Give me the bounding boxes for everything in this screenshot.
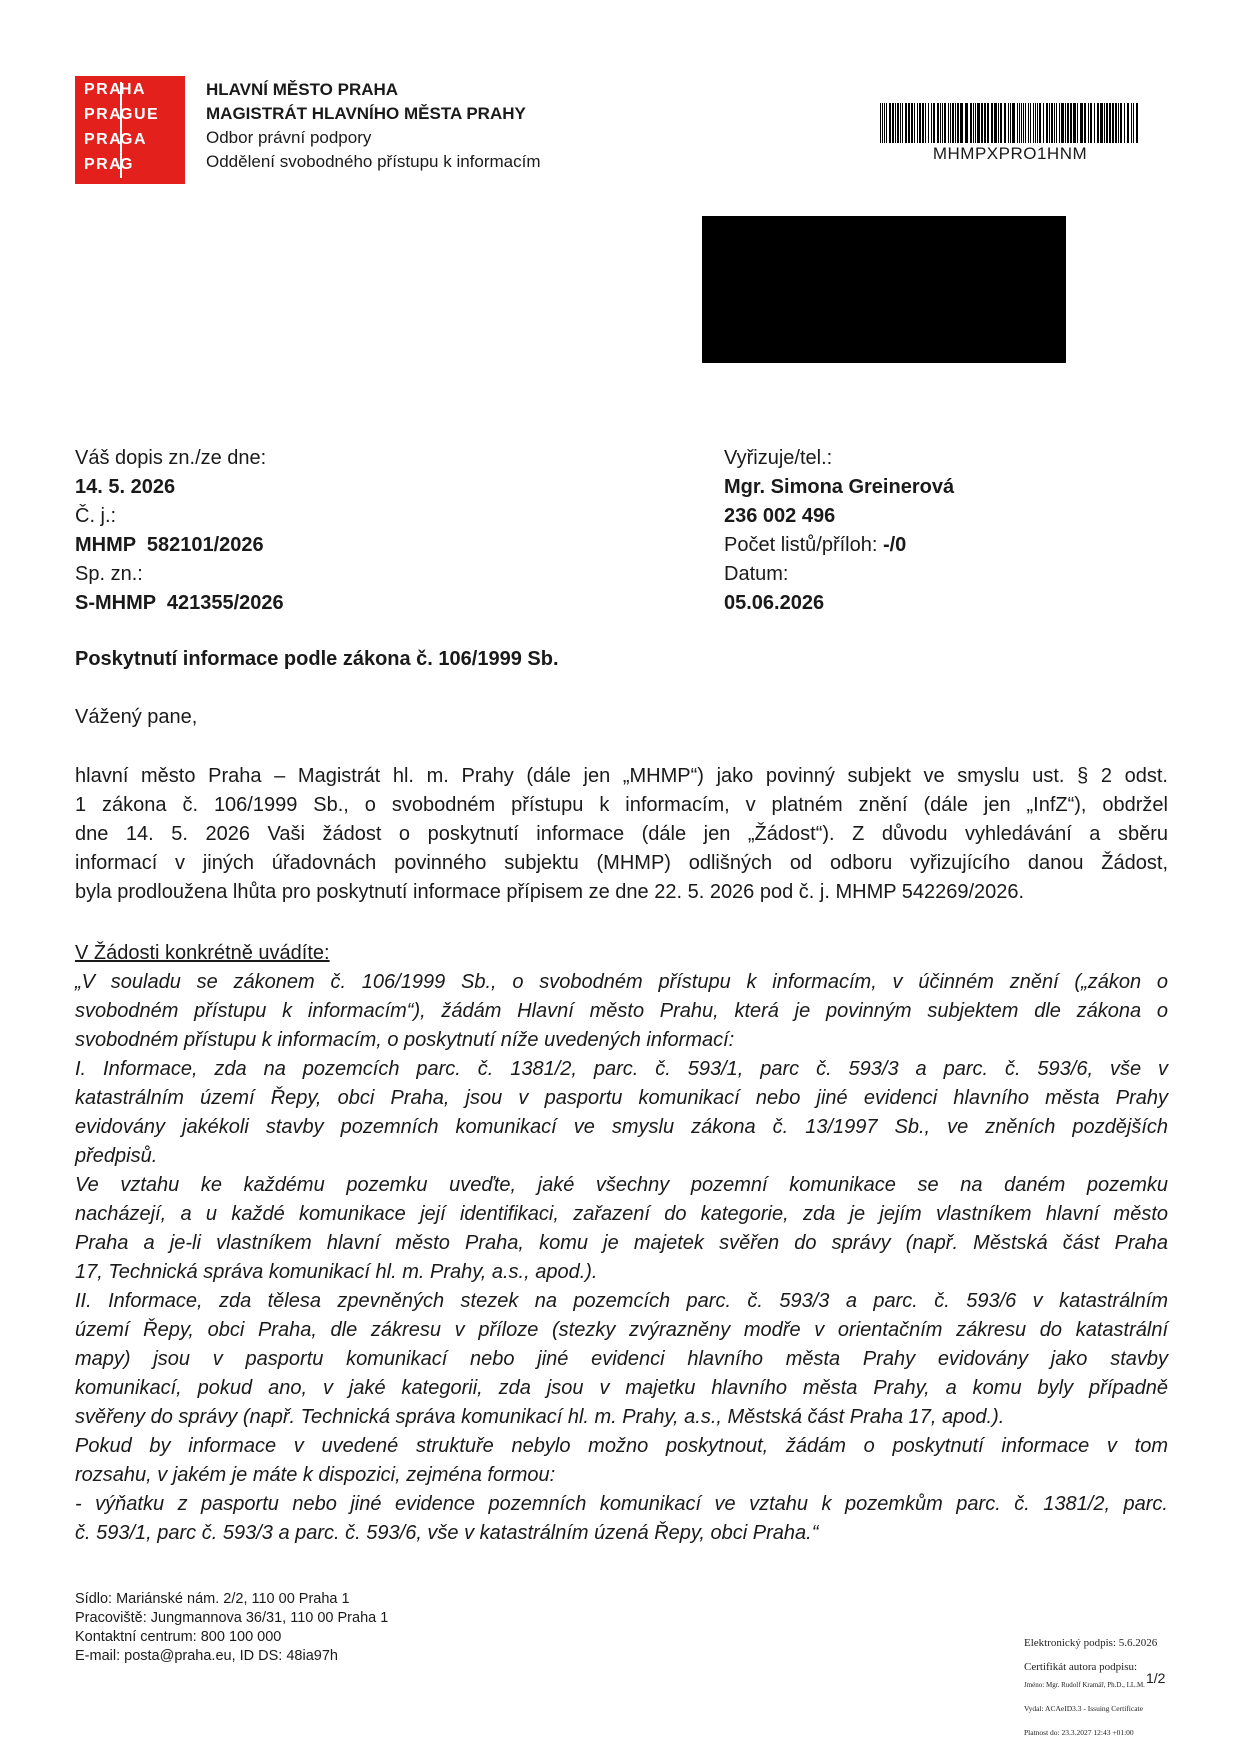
header-magistrate: MAGISTRÁT HLAVNÍHO MĚSTA PRAHY: [206, 104, 526, 123]
footer-workplace: Pracoviště: Jungmannova 36/31, 110 00 Praha 1: [75, 1610, 389, 1626]
header-city: HLAVNÍ MĚSTO PRAHA: [206, 80, 399, 99]
letter-subject: Poskytnutí informace podle zákona č. 106/1999 Sb.: [75, 648, 559, 670]
quote-line: svobodném přístupu k informacím, o poskytnutí níže uvedených informací:: [75, 1029, 735, 1051]
reference-right: [724, 444, 954, 618]
electronic-signature: [1024, 1636, 1170, 1738]
quote-line: Ve vztahu ke každému pozemku uveďte, jaké všechny pozemní komunikace se na daném pozemku: [75, 1174, 1168, 1196]
esig-cert-label: Certifikát autora podpisu:: [1024, 1661, 1138, 1673]
logo-text: HA: [120, 81, 147, 98]
quote-line: rozsahu, v jakém je máte k dispozici, zejména formou:: [75, 1464, 556, 1486]
handled-by-label: Vyřizuje/tel.:: [724, 447, 833, 469]
esig-validity: Platnost do: 23.3.2027 12:43 +01:00: [1024, 1728, 1134, 1737]
footer-contacts: [75, 1590, 388, 1666]
handler-name: Mgr. Simona Greinerová: [724, 476, 955, 498]
paragraph-line: hlavní město Praha – Magistrát hl. m. Prahy (dále jen „MHMP“) jako povinný subjekt ve smyslu ust. § 2 odst.: [75, 765, 1168, 787]
quote-line: komunikací, pokud ano, v jaké kategorii, zda jsou v majetku hlavního města Prahy, a komu byly případně: [75, 1377, 1168, 1399]
logo-row: [84, 155, 184, 175]
quote-line: - výňatku z pasportu nebo jiné evidence pozemních komunikací ve vztahu k pozemkům parc. č. 1381/2, parc.: [75, 1493, 1168, 1515]
quote-line: katastrálním území Řepy, obci Praha, jsou v pasportu komunikací nebo jiné evidenci hlavního města Prahy: [75, 1087, 1168, 1109]
esig-issuer: Vydal: ACAeID3.3 - Issuing Certificate: [1024, 1704, 1143, 1713]
date-value: 05.06.2026: [724, 592, 825, 614]
quote-line: „V souladu se zákonem č. 106/1999 Sb., o svobodném přístupu k informacím, v účinném znění („zákon o: [75, 971, 1168, 993]
header-block: [206, 78, 541, 174]
esig-name: Jméno: Mgr. Rudolf Kramář, Ph.D., LL.M.: [1024, 1681, 1145, 1689]
footer-seat: Sídlo: Mariánské nám. 2/2, 110 00 Praha 1: [75, 1591, 350, 1607]
quote-line: evidovány jakékoli stavby pozemních komunikací ve smyslu zákona č. 13/1997 Sb., ve zněních pozdějších: [75, 1116, 1168, 1138]
ref-number-label: Č. j.:: [75, 505, 117, 527]
esig-date: Elektronický podpis: 5.6.2026: [1024, 1637, 1158, 1649]
paragraph-line: 1 zákona č. 106/1999 Sb., o svobodném přístupu k informacím, v platném znění (dále jen „InfZ“), obdržel: [75, 794, 1168, 816]
footer-contact-center: Kontaktní centrum: 800 100 000: [75, 1629, 282, 1645]
logo-text: PRA: [84, 156, 123, 173]
quote-line: II. Informace, zda tělesa zpevněných stezek na pozemcích parc. č. 593/3 a parc. č. 593/6 v katastrálním: [75, 1290, 1168, 1312]
logo-row: [84, 80, 184, 100]
paragraph-line: byla prodloužena lhůta pro poskytnutí informace přípisem ze dne 22. 5. 2026 pod č. j. MHMP 542269/2026.: [75, 881, 1025, 903]
header-department: Odbor právní podpory: [206, 128, 372, 147]
quote-line: mapy) jsou v pasportu komunikací nebo jiné evidenci hlavního města Prahy evidovány jako stavby: [75, 1348, 1168, 1370]
logo-text: GA: [120, 131, 147, 148]
barcode-text: MHMPXPRO1HNM: [932, 144, 1088, 163]
quote-line: svobodném přístupu k informacím“), žádám Hlavní město Prahu, která je povinným subjektem dle zákona o: [75, 1000, 1168, 1022]
logo-text: PRA: [84, 131, 123, 148]
quote-line: Praha a je-li vlastníkem hlavní město Praha, komu je majetek svěřen do správy (např. Městská část Praha: [75, 1232, 1168, 1254]
handler-phone: 236 002 496: [724, 505, 836, 527]
file-number-label: Sp. zn.:: [75, 563, 143, 585]
praha-logo: [75, 76, 185, 184]
greeting: Vážený pane,: [75, 706, 198, 728]
intro-paragraph: [75, 762, 1168, 907]
footer-email: E-mail: posta@praha.eu, ID DS: 48ia97h: [75, 1648, 338, 1664]
pages-row: [724, 531, 954, 560]
quote-line: I. Informace, zda na pozemcích parc. č. 1381/2, parc. č. 593/1, parc č. 593/3 a parc. č. 593/6, vše v: [75, 1058, 1168, 1080]
your-letter-label: Váš dopis zn./ze dne:: [75, 447, 267, 469]
paragraph-line: informací v jiných úřadovnách povinného subjektu (MHMP) odlišných od odboru vyřizujícího danou Žádost,: [75, 852, 1168, 874]
ref-number: MHMP 582101/2026: [75, 534, 264, 556]
pages-label: Počet listů/příloh:: [724, 534, 883, 556]
request-heading: V Žádosti konkrétně uvádíte:: [75, 942, 330, 964]
page-number: 1/2: [1146, 1670, 1166, 1686]
quote-line: předpisů.: [75, 1145, 158, 1167]
logo-row: [84, 130, 184, 150]
pages-value: -/0: [882, 534, 907, 556]
logo-row: [84, 105, 184, 125]
reference-left: [75, 444, 284, 618]
quote-line: 17, Technická správa komunikací hl. m. Prahy, a.s., apod.).: [75, 1261, 598, 1283]
paragraph-line: dne 14. 5. 2026 Vaši žádost o poskytnutí informace (dále jen „Žádost“). Z důvodu vyhledávání a sběru: [75, 823, 1168, 845]
date-label: Datum:: [724, 563, 789, 585]
redacted-address: [702, 216, 1066, 363]
quote-line: území Řepy, obci Praha, dle zákresu v příloze (stezky zvýrazněny modře v orientačním zákresu do katastrální: [75, 1319, 1168, 1341]
header-section: Oddělení svobodného přístupu k informacím: [206, 152, 541, 171]
barcode: [880, 103, 1140, 143]
logo-text: PRA: [84, 81, 123, 98]
quote-line: svěřeny do správy (např. Technická správa komunikací hl. m. Prahy, a.s., Městská část Praha 17, apod.).: [75, 1406, 1005, 1428]
quote-line: č. 593/1, parc č. 593/3 a parc. č. 593/6, vše v katastrálním úzená Řepy, obci Praha.“: [75, 1522, 819, 1544]
logo-text: GUE: [120, 106, 160, 123]
quote-line: Pokud by informace v uvedené struktuře nebylo možno poskytnout, žádám o poskytnutí informace v tom: [75, 1435, 1168, 1457]
quote-line: nacházejí, a u každé komunikace její identifikaci, zařazení do kategorie, zda je jejím vlastníkem hlavní město: [75, 1203, 1168, 1225]
logo-text: G: [120, 156, 134, 173]
quoted-request: [75, 968, 1168, 1548]
logo-text: PRA: [84, 106, 123, 123]
file-number: S-MHMP 421355/2026: [75, 592, 284, 614]
your-letter-date: 14. 5. 2026: [75, 476, 176, 498]
